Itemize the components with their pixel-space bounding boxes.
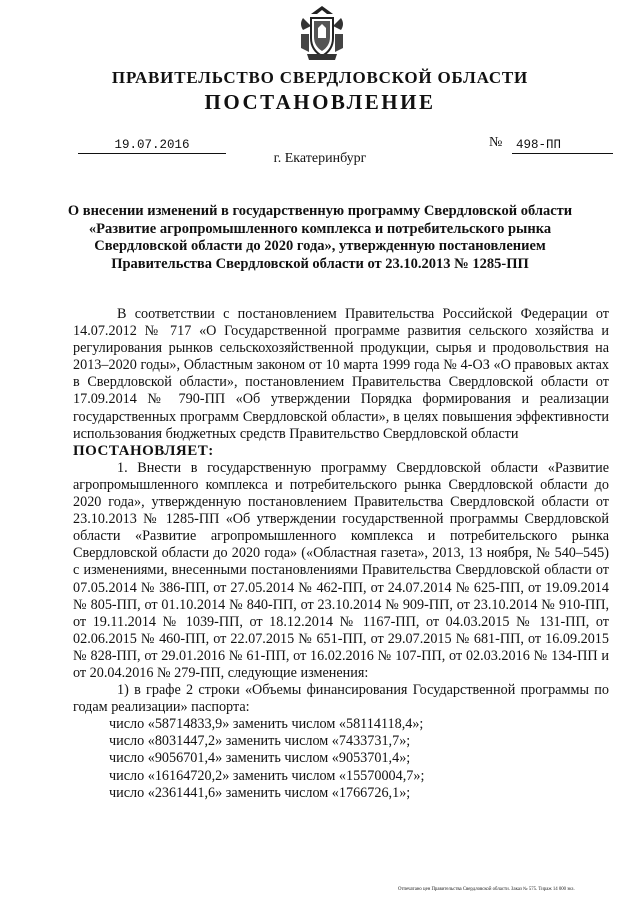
document-type: ПОСТАНОВЛЕНИЕ [204,90,436,114]
government-name: ПРАВИТЕЛЬСТВО СВЕРДЛОВСКОЙ ОБЛАСТИ [111,68,529,87]
decree-title [60,203,580,273]
decree-date: 19.07.2016 [78,137,226,154]
replacement-line: число «2361441,6» заменить числом «1766726,1»; [109,784,411,801]
print-footer: Отпечатано цен Правительства Свердловской области. Заказ № 575. Тираж 14 000 экз. [398,887,575,892]
title-line: Свердловской области до 2020 года», утвержденную постановлением [94,238,546,254]
city: г. Екатеринбург [273,151,367,166]
replacement-line: число «9056701,4» заменить числом «9053701,4»; [109,750,411,767]
preamble-paragraph: В соответствии с постановлением Правительства Российской Федерации от 14.07.2012 № 717 «О Государственной программе развития сельского хозяйства и регулирования рынков сельскохозяйственной продукции, сырья и продовольствия на 2013–2020 годы», Областным законом от 10 марта 1999 года № 4-ОЗ «О правовых актах в Свердловской области», постановлением Правительства Свердловской области от 17.09.2014 № 790-ПП «Об утверждении Порядка формирования и реализации государственных программ Свердловской области», в целях повышения эффективности использования бюджетных средств Правительство Свердловской области [73,306,609,442]
replacement-line: число «16164720,2» заменить числом «15570004,7»; [109,767,425,784]
title-line: Правительства Свердловской области от 23.10.2013 № 1285-ПП [111,255,529,272]
replacement-line: число «58714833,9» заменить числом «58114118,4»; [109,716,424,733]
title-line: О внесении изменений в государственную программу Свердловской области [67,203,573,219]
replacement-line: число «8031447,2» заменить числом «7433731,7»; [109,733,411,750]
coat-of-arms-emblem [297,4,347,62]
number-label: № [489,135,503,150]
decree-number: 498-ПП [512,137,613,154]
resolves-heading: ПОСТАНОВЛЯЕТ: [73,442,214,459]
item-1-paragraph: 1. Внести в государственную программу Свердловской области «Развитие агропромышленного комплекса и потребительского рынка Свердловской области до 2020 года», утвержденную постановлением Правительства Свердловской области от 23.10.2013 № 1285-ПП «Об утверждении государственной программы Свердловской области «Развитие агропромышленного комплекса и потребительского рынка Свердловской области до 2020 года» («Областная газета», 2013, 13 ноября, № 540–545) с изменениями, внесенными постановлениями Правительства Свердловской области от 07.05.2014 № 386-ПП, от 27.05.2014 № 462-ПП, от 24.07.2014 № 625-ПП, от 19.09.2014 № 805-ПП, от 01.10.2014 № 840-ПП, от 23.10.2014 № 909-ПП, от 23.10.2014 № 910-ПП, от 19.11.2014 № 1039-ПП, от 18.12.2014 № 1167-ПП, от 04.03.2015 № 131-ПП, от 02.06.2015 № 460-ПП, от 22.07.2015 № 651-ПП, от 29.07.2015 № 681-ПП, от 16.09.2015 № 828-ПП, от 29.01.2016 № 61-ПП, от 16.02.2016 № 107-ПП, от 02.03.2016 № 134-ПП и от 20.04.2016 № 279-ПП, следующие изменения: [73,459,609,681]
subitem-1-paragraph: 1) в графе 2 строки «Объемы финансирования Государственной программы по годам реализации» паспорта: [73,682,609,716]
decree-body [73,306,609,802]
title-line: «Развитие агропромышленного комплекса и потребительского рынка [88,220,552,237]
